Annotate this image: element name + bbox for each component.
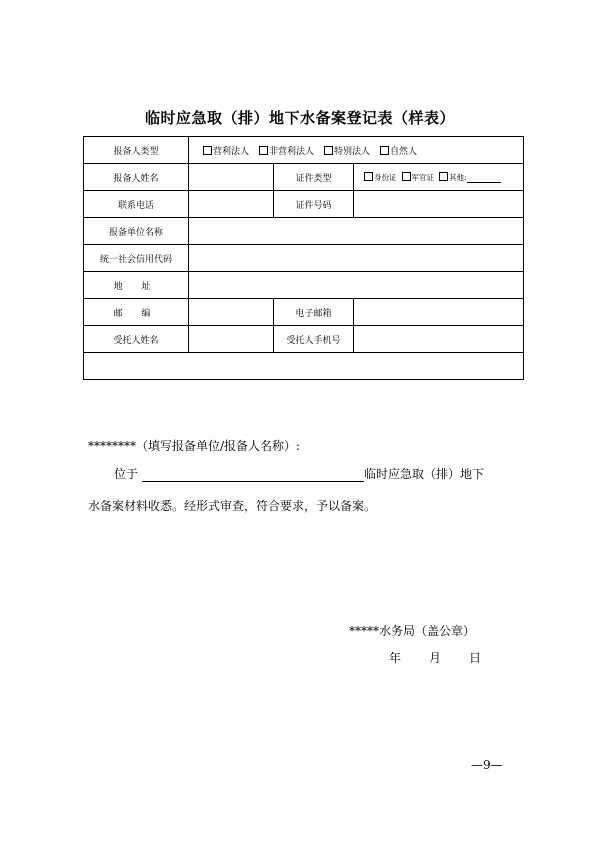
notice-line1-suffix: 临时应急取（排）地下 (364, 467, 485, 481)
option-label: 特别法人 (334, 146, 371, 157)
option-for-profit[interactable] (203, 144, 249, 157)
agent-name-label: 受托人姓名 (84, 326, 189, 353)
option-label: 营利法人 (213, 146, 250, 157)
option-other[interactable] (439, 172, 501, 183)
id-type-label: 证件类型 (274, 164, 354, 191)
phone-field[interactable] (189, 191, 274, 218)
option-label: 身份证 (374, 172, 397, 182)
unit-name-row (84, 218, 524, 245)
postcode-label: 邮 编 (84, 299, 189, 326)
agent-phone-label: 受托人手机号 (274, 326, 354, 353)
checkbox-icon[interactable] (324, 146, 333, 155)
notice-line-2: 水备案材料收悉。经形式审查，符合要求，予以备案。 (88, 499, 377, 513)
id-type-options (354, 164, 524, 191)
credit-code-row (84, 245, 524, 272)
checkbox-icon[interactable] (402, 172, 411, 181)
credit-code-field[interactable] (189, 245, 524, 272)
credit-code-label: 统一社会信用代码 (84, 245, 189, 272)
checkbox-icon[interactable] (439, 172, 448, 181)
filing-notice (84, 353, 524, 665)
reporter-type-row (84, 137, 524, 164)
checkbox-icon[interactable] (380, 146, 389, 155)
notice-salutation: ********（填写报备单位/报备人名称）: (88, 439, 301, 453)
option-label: 自然人 (390, 146, 418, 157)
reporter-type-options (189, 137, 524, 164)
id-number-field[interactable] (354, 191, 524, 218)
reporter-name-row (84, 164, 524, 191)
notice-line1-prefix: 位于 (114, 467, 139, 481)
address-row (84, 272, 524, 299)
checkbox-icon[interactable] (259, 146, 268, 155)
page-number: —9— (471, 758, 503, 772)
option-non-profit[interactable] (259, 144, 314, 157)
unit-name-label: 报备单位名称 (84, 218, 189, 245)
location-blank[interactable] (142, 469, 364, 482)
reporter-type-label: 报备人类型 (84, 137, 189, 164)
agent-row (84, 326, 524, 353)
option-officer-card[interactable] (402, 172, 435, 183)
date-day: 日 (469, 651, 482, 665)
option-id-card[interactable] (364, 172, 397, 183)
date-year: 年 (389, 651, 402, 665)
checkbox-icon[interactable] (203, 146, 212, 155)
reporter-name-field[interactable] (189, 164, 274, 191)
date-month: 月 (429, 651, 442, 665)
address-field[interactable] (189, 272, 524, 299)
registration-form (83, 136, 524, 665)
other-blank[interactable] (467, 174, 501, 183)
agent-name-field[interactable] (189, 326, 274, 353)
notice-row (84, 353, 524, 380)
option-special[interactable] (324, 144, 370, 157)
notice-date (389, 649, 509, 666)
id-number-label: 证件号码 (274, 191, 354, 218)
notice-line-1 (114, 465, 484, 482)
phone-row (84, 191, 524, 218)
address-label: 地 址 (84, 272, 189, 299)
issuer-seal: *****水务局（盖公章） (349, 624, 476, 638)
option-label: 非营利法人 (269, 146, 315, 157)
email-field[interactable] (354, 299, 524, 326)
checkbox-icon[interactable] (364, 172, 373, 181)
unit-name-field[interactable] (189, 218, 524, 245)
postcode-field[interactable] (189, 299, 274, 326)
email-label: 电子邮箱 (274, 299, 354, 326)
option-natural-person[interactable] (380, 144, 417, 157)
phone-label: 联系电话 (84, 191, 189, 218)
option-label: 军官证 (411, 172, 434, 182)
page-title: 临时应急取（排）地下水备案登记表（样表） (144, 109, 455, 127)
reporter-name-label: 报备人姓名 (84, 164, 189, 191)
agent-phone-field[interactable] (354, 326, 524, 353)
option-label: 其他: (449, 172, 467, 182)
postcode-row (84, 299, 524, 326)
